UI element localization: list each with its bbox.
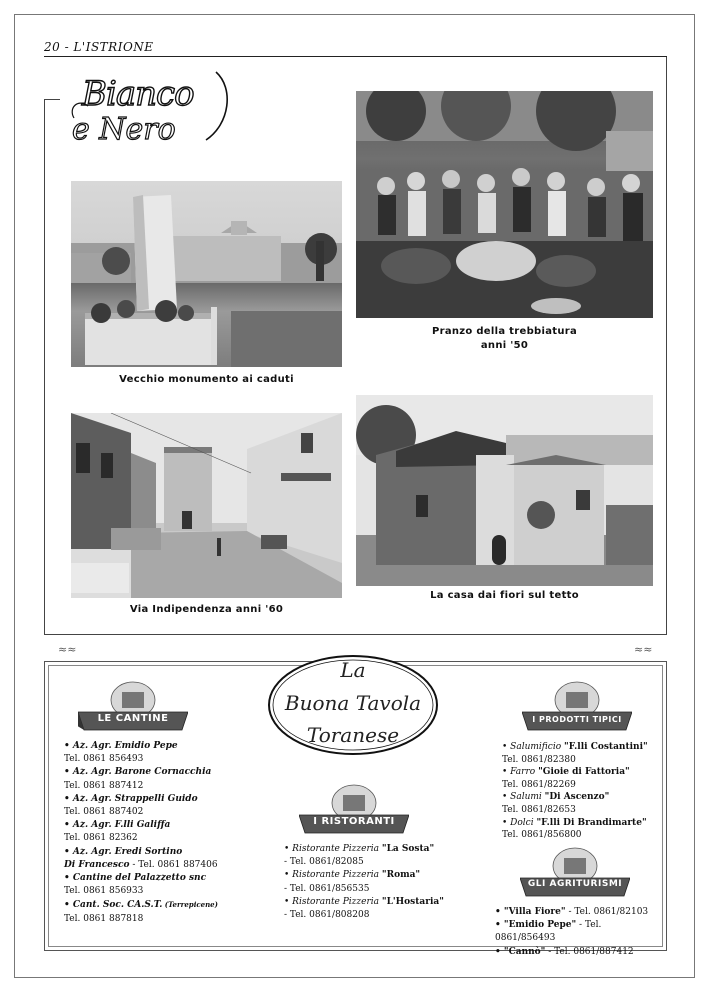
badge-agriturismi [520, 846, 640, 902]
list-item-tel: - Tel. 0861/856493 [495, 920, 602, 944]
list-item-tel: Tel. 0861 887412 [64, 780, 144, 791]
caption-lunch-line1: Pranzo della trebbiatura [431, 326, 578, 337]
list-item: "Gioie di Fattoria" [538, 767, 630, 778]
list-item-tel: Tel. 0861/82269 [502, 779, 576, 790]
list-item: "La Sosta" [381, 844, 435, 854]
list-item: "F.lli Costantini" [564, 742, 648, 752]
title-line2: Buona Tavola [284, 691, 422, 715]
title-line3: Toranese [306, 723, 400, 747]
list-item: • Az. Agr. Emidio Pepe [64, 741, 178, 751]
caption-lunch-line2: anni '50 [480, 340, 529, 351]
logo-flourish-icon [66, 68, 236, 154]
page-header: 20 - L'ISTRIONE [44, 40, 154, 54]
list-item: "Di Ascenzo" [544, 792, 610, 803]
badge-ristoranti [299, 783, 419, 839]
list-item: • "Emidio Pepe" [495, 920, 577, 931]
list-item: Di Francesco [64, 859, 130, 870]
list-item-tel: - Tel. 0861/82103 [565, 907, 649, 917]
list-item-tel: Tel. 0861/82653 [502, 804, 576, 815]
caption-street: Via Indipendenza anni '60 [129, 604, 284, 615]
list-item: "L'Hostaria" [381, 896, 444, 907]
list-item-tel: Tel. 0861 856933 [64, 886, 144, 897]
photo-lunch [356, 91, 653, 318]
list-item: • Az. Agr. Eredi Sortino [64, 846, 183, 857]
list-item-tel: Tel. 0861 887818 [64, 913, 144, 924]
list-item: • Az. Agr. Strappelli Guido [64, 793, 198, 804]
buona-tavola-title [265, 653, 441, 757]
badge-ristoranti-label: I RISTORANTI [313, 816, 395, 827]
list-item-tel: - Tel. 0861/887412 [545, 946, 634, 957]
photo-monument [71, 181, 342, 367]
right-ornament-icon: ≈≈ [634, 643, 653, 656]
list-item: "F.lli Di Brandimarte" [536, 817, 647, 828]
photo-street [71, 413, 342, 598]
list-item: • Az. Agr. F.lli Galiffa [64, 820, 171, 831]
badge-prodotti-label: I PRODOTTI TIPICI [532, 715, 622, 724]
caption-monument: Vecchio monumento ai caduti [119, 374, 294, 385]
list-item: • Cantine del Palazzetto snc [64, 873, 207, 884]
list-item-tel: Tel. 0861 856493 [64, 754, 144, 765]
logo-line1: Bianco [82, 74, 194, 114]
list-item: • Az. Agr. Barone Cornacchia [64, 767, 212, 778]
prodotti-list: • Salumificio "F.lli Costantini" Tel. 0861/82380 • Farro "Gioie di Fattoria" Tel. 0861/82269 • Salumi "Di Ascenzo" Tel. 0861/82653 • Dolci "F.lli Di Brandimarte" Tel. 0861/856800 [502, 741, 662, 842]
left-ornament-icon: ≈≈ [58, 643, 77, 656]
caption-house: La casa dai fiori sul tetto [430, 590, 579, 601]
badge-agriturismi-label: GLI AGRITURISMI [527, 879, 623, 889]
list-item-tel: Tel. 0861/82380 [502, 754, 576, 765]
logo-line2: e Nero [72, 112, 176, 147]
list-item-tel: Tel. 0861 887402 [64, 807, 144, 818]
list-item: • "Cannò" [495, 946, 546, 957]
cantine-list [64, 740, 264, 926]
badge-cantine [78, 680, 198, 736]
bianco-e-nero-logo [66, 68, 236, 154]
agriturismi-list [495, 906, 660, 959]
list-item-tel: - Tel. 0861/808208 [284, 910, 370, 921]
list-item: • "Villa Fiore" [495, 907, 566, 917]
list-item: "Roma" [381, 870, 421, 881]
caption-lunch [356, 325, 653, 353]
title-line1: La [340, 658, 366, 682]
badge-prodotti [522, 680, 642, 736]
list-item-note: (Terrepicene) [162, 900, 218, 910]
list-item-tel: Tel. 0861 82362 [64, 833, 138, 844]
list-item-tel: - Tel. 0861/82085 [284, 857, 364, 868]
list-item: • Cant. Soc. CA.S.T. [64, 900, 163, 911]
list-item-tel: Tel. 0861/856800 [502, 830, 582, 841]
photo-house [356, 395, 653, 586]
badge-cantine-label: LE CANTINE [97, 713, 169, 724]
ristoranti-list: • Ristorante Pizzeria "La Sosta" - Tel. 0861/82085 • Ristorante Pizzeria "Roma" - Tel. 0861/856535 • Ristorante Pizzeria "L'Hostaria" - Tel. 0861/808208 [284, 843, 484, 922]
list-item-tel: - Tel. 0861 887406 [129, 859, 218, 870]
list-item-tel: - Tel. 0861/856535 [284, 883, 370, 894]
